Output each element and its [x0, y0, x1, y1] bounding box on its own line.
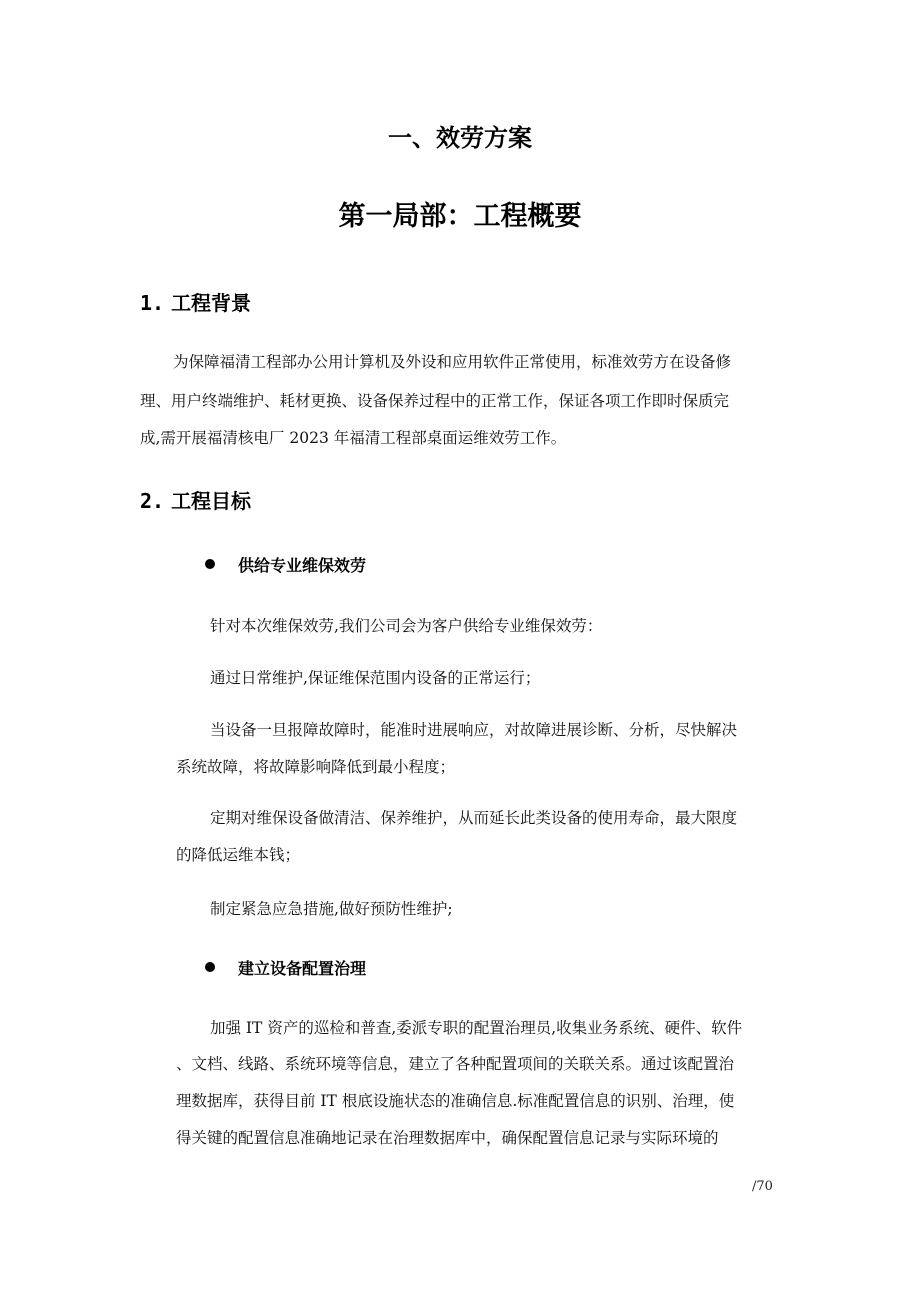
section-1-title: 工程背景 [171, 291, 252, 315]
paragraph-line: 为保障福清工程部办公用计算机及外设和应用软件正常使用，标准效劳方在设备修 [173, 353, 732, 371]
section-2-title: 工程目标 [171, 489, 252, 513]
part-title: 第一局部：工程概要 [338, 201, 582, 232]
paragraph-line: 理数据库，获得目前 IT 根底设施状态的准确信息.标准配置信息的识别、治理，使 [176, 1092, 735, 1110]
bullet-icon [205, 559, 215, 569]
paragraph-line: 、文档、线路、系统环境等信息，建立了各种配置项间的关联关系。通过该配置治 [176, 1055, 735, 1073]
section-1-heading [140, 287, 251, 316]
paragraph-line: 系统故障，将故障影响降低到最小程度； [176, 758, 456, 776]
paragraph-line: 制定紧急应急措施,做好预防性维护; [210, 900, 453, 918]
page-number: /70 [752, 1179, 773, 1194]
paragraph-line: 成,需开展福清核电厂 2023 年福清工程部桌面运维效劳工作。 [140, 429, 567, 447]
bullet-2-label: 建立设备配置治理 [238, 959, 367, 978]
paragraph-line: 通过日常维护,保证维保范围内设备的正常运行； [210, 669, 541, 687]
paragraph-line: 理、用户终端维护、耗材更换、设备保养过程中的正常工作，保证各项工作即时保质完 [140, 392, 730, 410]
paragraph-line: 当设备一旦报障故障时，能准时进展响应，对故障进展诊断、分析，尽快解决 [210, 721, 738, 739]
section-2-number: 2. [140, 489, 165, 513]
bullet-icon [205, 962, 215, 972]
paragraph-line: 得关键的配置信息准确地记录在治理数据库中，确保配置信息记录与实际环境的 [176, 1129, 719, 1147]
bullet-1-label: 供给专业维保效劳 [238, 556, 367, 575]
document-title: 一、效劳方案 [388, 124, 532, 152]
paragraph-line: 加强 IT 资产的巡检和普查,委派专职的配置治理员,收集业务系统、硬件、软件 [210, 1019, 743, 1037]
paragraph-line: 针对本次维保效劳,我们公司会为客户供给专业维保效劳： [210, 617, 603, 635]
section-1-number: 1. [140, 291, 165, 315]
paragraph-line: 的降低运维本钱； [176, 846, 301, 864]
paragraph-line: 定期对维保设备做清洁、保养维护，从而延长此类设备的使用寿命，最大限度 [210, 809, 738, 827]
section-2-heading [140, 485, 251, 514]
